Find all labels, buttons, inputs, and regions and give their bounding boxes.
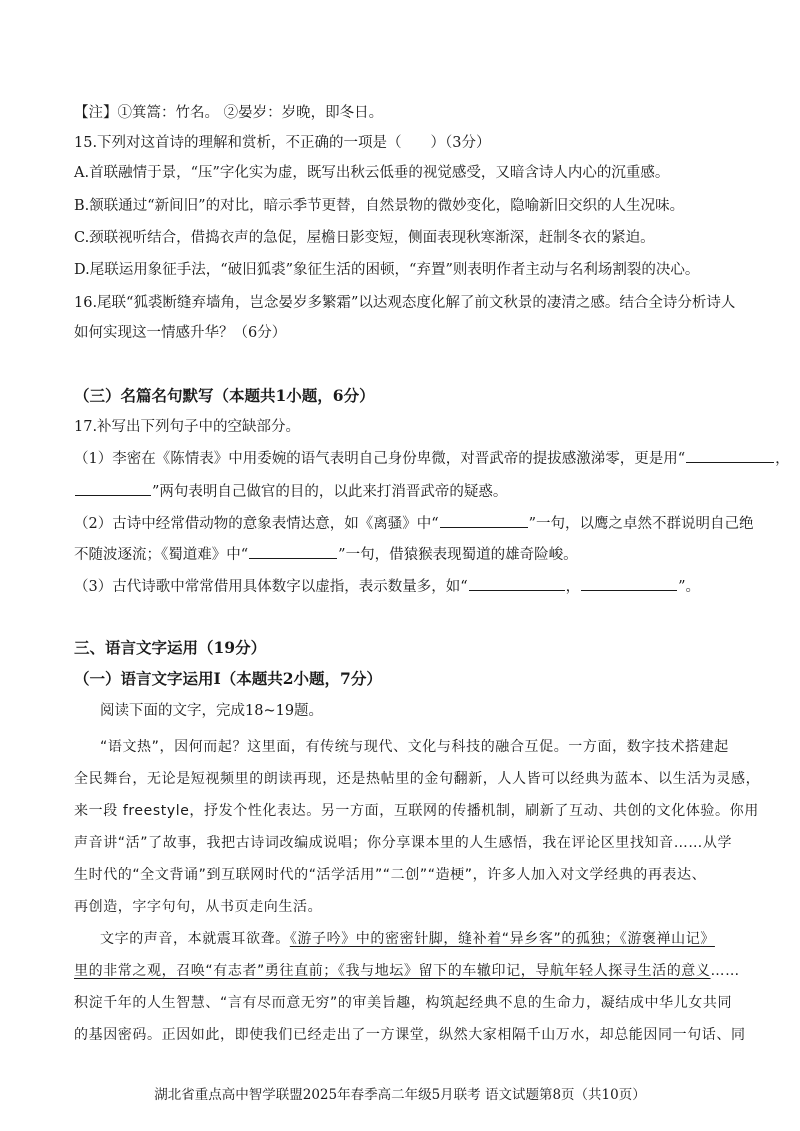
- passage-line: 积淀千年的人生智慧、“言有尽而意无穷”的审美旨趣，构筑起经典不息的生命力，凝结成中华儿女共同: [74, 995, 733, 1011]
- question-17-item-1-line-2: [74, 481, 728, 502]
- q17-2-text-b-end: ”一句，借猿猴表现蜀道的雄奇险峻。: [338, 547, 578, 563]
- answer-blank[interactable]: [686, 448, 774, 463]
- reading-instruction: 阅读下面的文字，完成18~19题。: [100, 703, 324, 719]
- answer-blank[interactable]: [75, 481, 151, 496]
- question-15-option-a: A.首联融情于景，“压”字化实为虚，既写出秋云低垂的视觉感受，又暗含诗人内心的沉重感。: [74, 165, 670, 181]
- answer-blank[interactable]: [440, 513, 528, 528]
- page-footer: 湖北省重点高中智学联盟2025年春季高二年级5月联考 语文试题第8页（共10页）: [154, 1087, 646, 1103]
- part-3-heading: 三、语言文字运用（19分）: [74, 638, 267, 657]
- question-17-item-2-line-1: [74, 513, 754, 534]
- question-16-line-1: 16.尾联“狐裘断缝弃墙角，岂念晏岁多繁霜”以达观态度化解了前文秋景的凄清之感。结合全诗分析诗人: [74, 295, 736, 311]
- passage-line: 声音讲“活”了故事，我把古诗词改编成说唱；你分享课本里的人生感悟，我在评论区里找知音……从学: [74, 835, 733, 851]
- passage-line: 生时代的“全文背诵”到互联网时代的“活学活用”“二创”“造梗”，许多人加入对文学经典的再表达、: [74, 867, 707, 883]
- subsection-heading: （一）语言文字运用Ⅰ（本题共2小题，7分）: [74, 669, 382, 688]
- answer-blank[interactable]: [249, 544, 337, 559]
- question-15-option-b: B.颔联通过“新间旧”的对比，暗示季节更替，自然景物的微妙变化，隐喻新旧交织的人生况味。: [74, 198, 685, 214]
- question-17-item-2-line-2: [74, 544, 728, 565]
- passage-line: “语文热”，因何而起？这里面，有传统与现代、文化与科技的融合互促。一方面，数字技术搭建起: [100, 739, 729, 755]
- underlined-text: 《游子吟》中的密密针脚，缝补着“异乡客”的孤独；《游褒禅山记》: [289, 931, 715, 947]
- question-15-option-d: D.尾联运用象征手法，“破旧狐裘”象征生活的困顿，“弃置”则表明作者主动与名利场割裂的决心。: [74, 262, 700, 278]
- passage-text: 文字的声音，本就震耳欲聋。: [100, 931, 290, 947]
- answer-blank[interactable]: [469, 576, 565, 591]
- q17-3-end: ”。: [678, 579, 701, 595]
- q17-3-text: （3）古代诗歌中常常借用具体数字以虚指，表示数量多，如“: [74, 579, 468, 595]
- q17-2-text-b: 不随波逐流；《蜀道难》中“: [74, 547, 249, 563]
- q17-2-text-a: （2）古诗中经常借动物的意象表情达意，如《离骚》中“: [74, 516, 439, 532]
- answer-blank[interactable]: [581, 576, 677, 591]
- q17-2-text-a-end: ”一句，以鹰之卓然不群说明自己绝: [528, 516, 754, 532]
- q17-1-text-b: ”两句表明自己做官的目的，以此来打消晋武帝的疑惑。: [152, 484, 508, 500]
- underlined-text: 里的非常之观，召唤“有志者”勇往直前；《我与地坛》留下的车辙印记，导航年轻人探寻生活的意义: [74, 963, 711, 979]
- question-15-stem: 15.下列对这首诗的理解和赏析，不正确的一项是（ ）（3分）: [74, 135, 491, 151]
- passage-line: 全民舞台，无论是短视频里的朗读再现，还是热帖里的金句翻新，人人皆可以经典为蓝本、以生活为灵感，: [74, 771, 761, 787]
- passage-line: 再创造，字字句句，从书页走向生活。: [74, 899, 323, 915]
- section-heading-famous-lines: （三）名篇名句默写（本题共1小题，6分）: [74, 386, 375, 405]
- question-17-stem: 17.补写出下列句子中的空缺部分。: [74, 419, 301, 435]
- annotation-note: 【注】①箕篙：竹名。 ②晏岁：岁晚，即冬日。: [74, 105, 384, 121]
- q17-1-text-a-end: ，: [775, 451, 790, 467]
- passage-line: 的基因密码。正因如此，即使我们已经走出了一方课堂，纵然大家相隔千山万水，却总能因同一句话、同: [74, 1027, 746, 1043]
- question-17-item-1-line-1: [74, 448, 790, 469]
- passage-text: ……: [710, 963, 740, 979]
- question-17-item-3: [74, 576, 728, 597]
- passage-line: [100, 929, 728, 949]
- q17-1-text-a: （1）李密在《陈情表》中用委婉的语气表明自己身份卑微，对晋武帝的提拔感激涕零，更是用“: [74, 451, 686, 467]
- question-15-option-c: C.颈联视听结合，借捣衣声的急促，屋檐日影变短，侧面表现秋寒渐深，赶制冬衣的紧迫。: [74, 230, 655, 246]
- question-16-line-2: 如何实现这一情感升华？（6分）: [74, 325, 287, 341]
- passage-line: [74, 961, 740, 981]
- passage-line: 来一段 freestyle，抒发个性化表达。另一方面，互联网的传播机制，刷新了互动、共创的文化体验。你用: [74, 803, 759, 819]
- q17-3-mid: ，: [565, 579, 581, 595]
